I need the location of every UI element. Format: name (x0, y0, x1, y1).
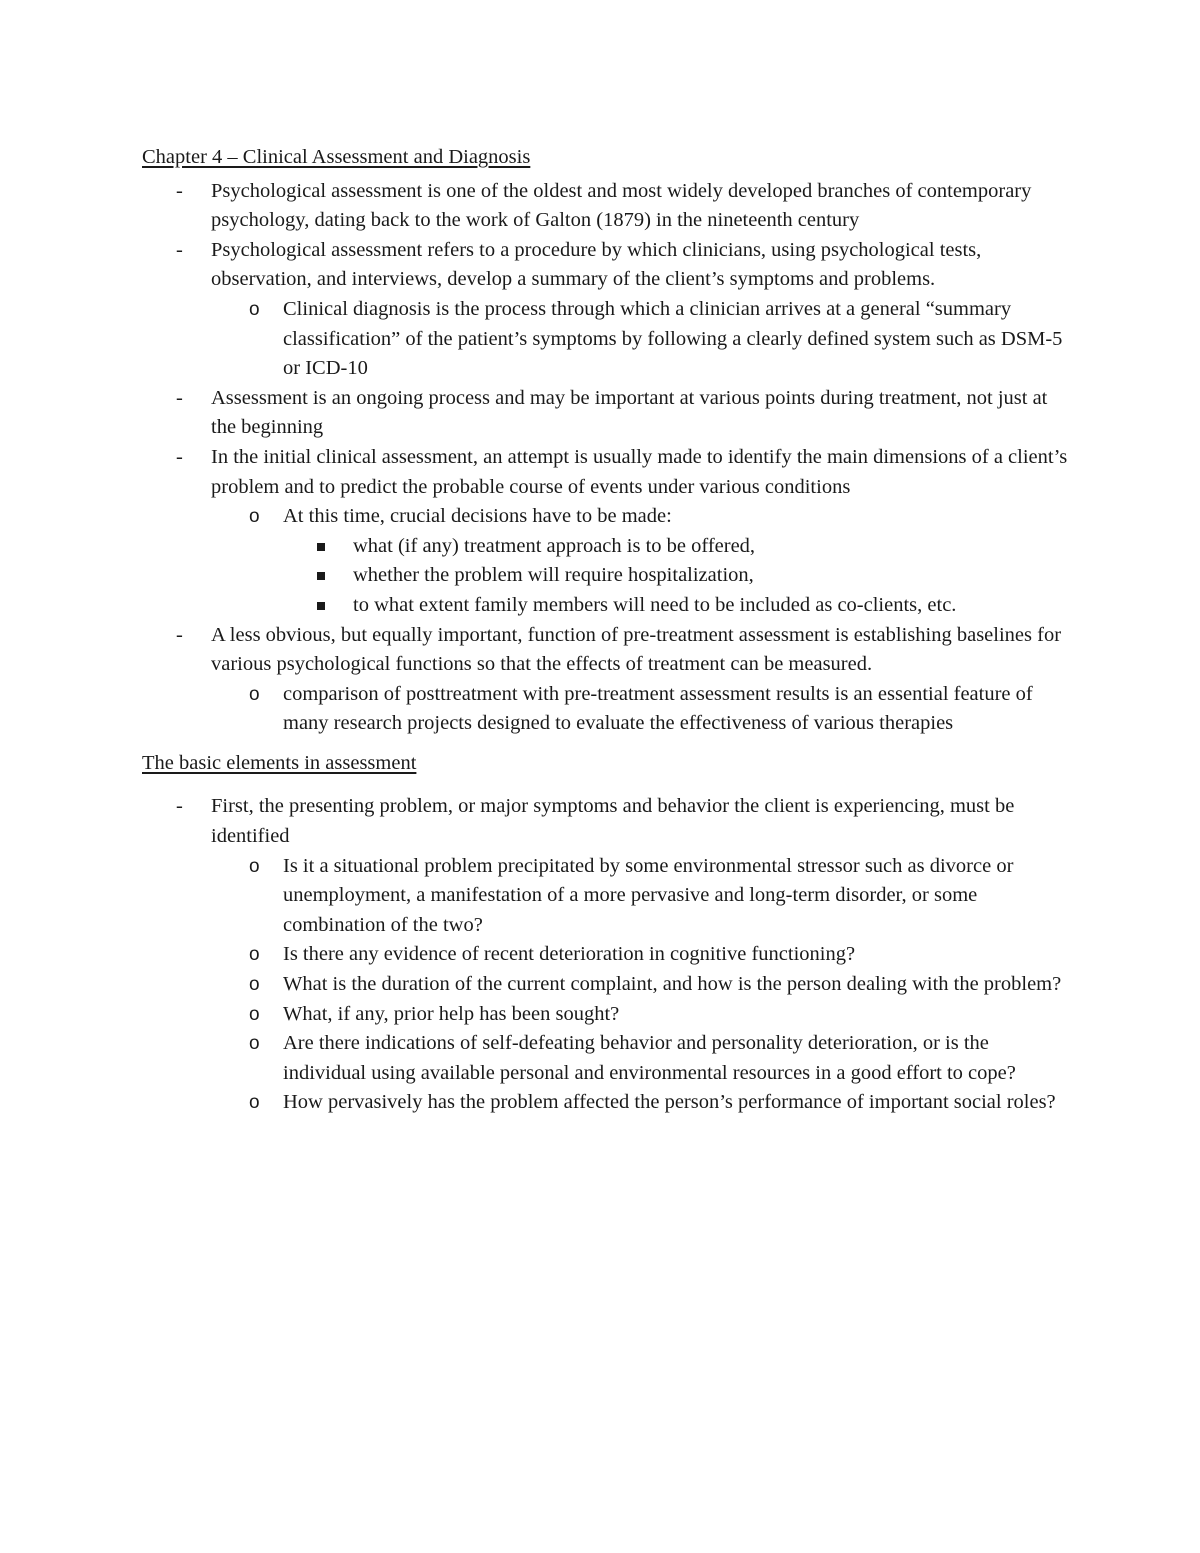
square-bullet-icon (317, 543, 325, 551)
document-page (142, 143, 1077, 1118)
list-item (142, 792, 1077, 1118)
circle-marker: o (249, 683, 260, 705)
section2-list (142, 792, 1077, 1118)
list-item (142, 236, 1077, 384)
dash-marker: - (176, 445, 183, 468)
list-item (142, 443, 1077, 621)
sub-sub-item-text: to what extent family members will need to be included as co-clients, etc. (353, 593, 957, 616)
dash-marker: - (176, 623, 183, 646)
sub-sub-item-text: whether the problem will require hospitalization, (353, 564, 754, 587)
list-item-text: First, the presenting problem, or major symptoms and behavior the client is experiencing, must be identified (211, 795, 1015, 848)
sub-list (211, 295, 1077, 384)
circle-marker: o (249, 855, 260, 877)
sub-sub-list-item (283, 591, 1077, 621)
sub-sub-list (283, 532, 1077, 621)
dash-marker: - (176, 238, 183, 261)
sub-list-item (211, 1029, 1077, 1088)
sub-list-item (211, 502, 1077, 620)
sub-item-text: What, if any, prior help has been sought? (283, 1002, 620, 1025)
list-item (142, 384, 1077, 443)
list-item-text: A less obvious, but equally important, function of pre-treatment assessment is establishing baselines for various psychological functions so that the effects of treatment can be measured. (211, 623, 1062, 676)
sub-list-item (211, 680, 1077, 739)
sub-list-item (211, 1088, 1077, 1118)
sub-sub-list-item (283, 532, 1077, 562)
sub-list-item (211, 852, 1077, 941)
sub-list (211, 502, 1077, 620)
circle-marker: o (249, 298, 260, 320)
square-bullet-icon (317, 602, 325, 610)
circle-marker: o (249, 1003, 260, 1025)
sub-item-text: Is there any evidence of recent deterioration in cognitive functioning? (283, 943, 856, 966)
sub-sub-item-text: what (if any) treatment approach is to be offered, (353, 534, 756, 557)
sub-item-text: comparison of posttreatment with pre-treatment assessment results is an essential feature of many research projects designed to evaluate the effectiveness of various therapies (283, 682, 1033, 735)
sub-list-item (211, 1000, 1077, 1030)
dash-marker: - (176, 386, 183, 409)
sub-item-text: At this time, crucial decisions have to be made: (283, 505, 672, 528)
list-item-text: Psychological assessment is one of the oldest and most widely developed branches of contemporary psychology, dating back to the work of Galton (1879) in the nineteenth century (211, 179, 1032, 232)
circle-marker: o (249, 974, 260, 996)
circle-marker: o (249, 1092, 260, 1114)
circle-marker: o (249, 944, 260, 966)
sub-item-text: Is it a situational problem precipitated by some environmental stressor such as divorce or unemployment, a manifestation of a more pervasive and long-term disorder, or some combination of the two? (283, 854, 1014, 936)
sub-list (211, 852, 1077, 1118)
sub-sub-list-item (283, 561, 1077, 591)
sub-list (211, 680, 1077, 739)
list-item (142, 621, 1077, 739)
sub-list-item (211, 940, 1077, 970)
sub-list-item (211, 970, 1077, 1000)
section1-list (142, 177, 1077, 739)
circle-marker: o (249, 1033, 260, 1055)
list-item-text: Psychological assessment refers to a procedure by which clinicians, using psychological tests, observation, and interviews, develop a summary of the client’s symptoms and problems. (211, 238, 982, 291)
sub-item-text: How pervasively has the problem affected the person’s performance of important social roles? (283, 1091, 1056, 1114)
sub-list-item (211, 295, 1077, 384)
list-item (142, 177, 1077, 236)
list-item-text: In the initial clinical assessment, an attempt is usually made to identify the main dimensions of a client’s problem and to predict the probable course of events under various conditions (211, 445, 1068, 498)
square-bullet-icon (317, 572, 325, 580)
sub-item-text: Are there indications of self-defeating behavior and personality deterioration, or is the individual using available personal and environmental resources in a good effort to cope? (283, 1032, 1016, 1084)
list-item-text: Assessment is an ongoing process and may be important at various points during treatment, not just at the beginning (211, 386, 1048, 439)
dash-marker: - (176, 179, 183, 202)
sub-item-text: What is the duration of the current complaint, and how is the person dealing with the problem? (283, 973, 1062, 996)
section-heading: The basic elements in assessment (142, 751, 417, 774)
sub-item-text: Clinical diagnosis is the process through which a clinician arrives at a general “summary classification” of the patient’s symptoms by following a clearly defined system such as DSM-5 or ICD-10 (283, 297, 1063, 380)
dash-marker: - (176, 795, 183, 818)
chapter-heading: Chapter 4 – Clinical Assessment and Diagnosis (142, 146, 531, 168)
circle-marker: o (249, 506, 260, 528)
